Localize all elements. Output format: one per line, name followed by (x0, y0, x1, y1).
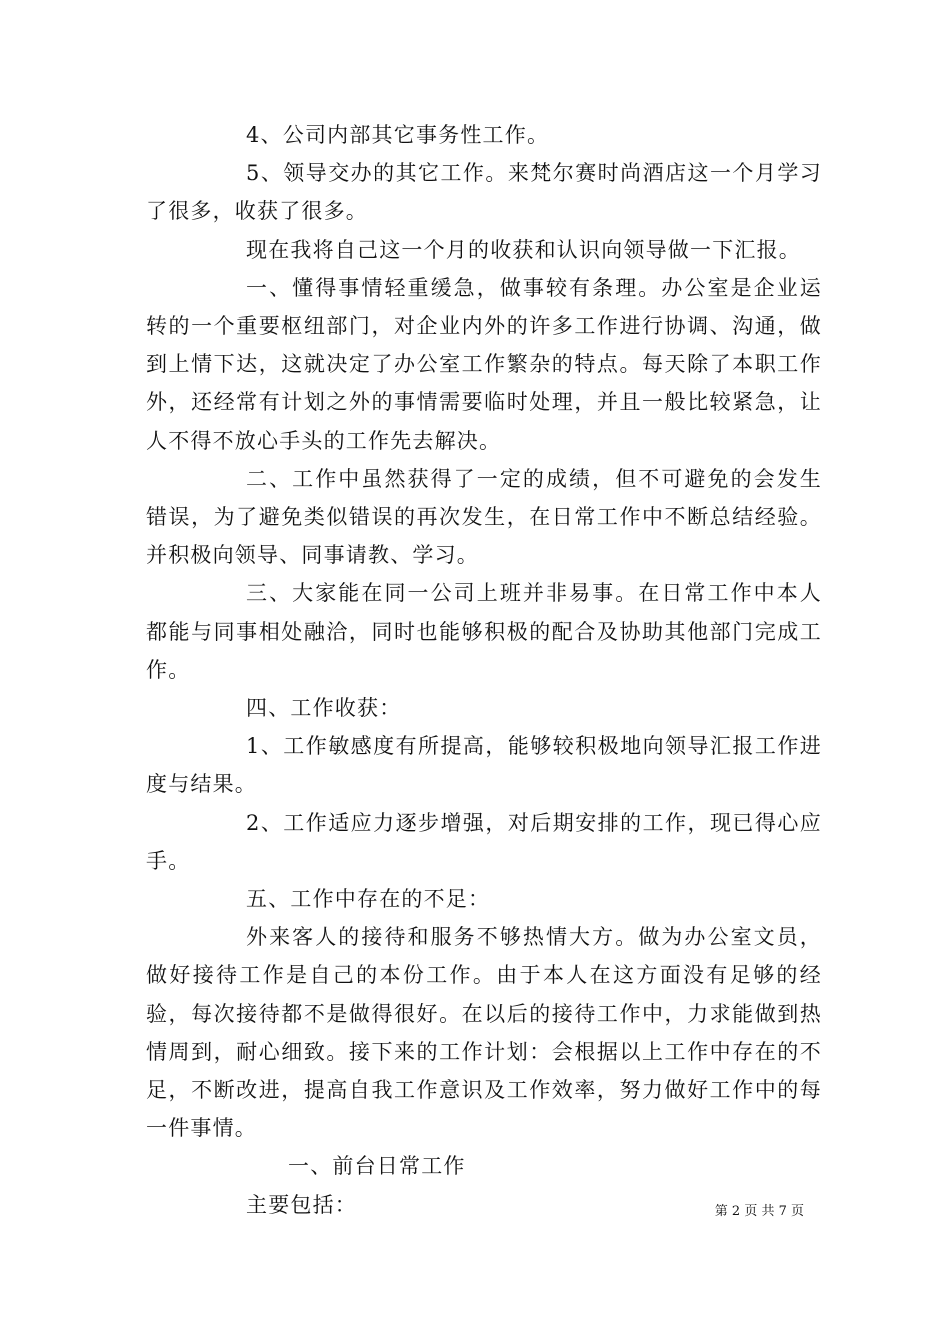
paragraph-section-1: 一、懂得事情轻重缓急，做事较有条理。办公室是企业运转的一个重要枢纽部门，对企业内外的许多工作进行协调、沟通，做到上情下达，这就决定了办公室工作繁杂的特点。每天除了本职工作外，还经常有计划之外的事情需要临时处理，并且一般比较紧急，让人不得不放心手头的工作先去解决。 (146, 275, 822, 453)
paragraph-gain-1: 1、工作敏感度有所提高，能够较积极地向领导汇报工作进度与结果。 (146, 734, 822, 797)
paragraph-item-4: 4、公司内部其它事务性工作。 (246, 123, 550, 147)
paragraph-section-2: 二、工作中虽然获得了一定的成绩，但不可避免的会发生错误，为了避免类似错误的再次发生，在日常工作中不断总结经验。并积极向领导、同事请教、学习。 (146, 466, 822, 568)
paragraph-section-3: 三、大家能在同一公司上班并非易事。在日常工作中本人都能与同事相处融洽，同时也能够积极的配合及协助其他部门完成工作。 (146, 581, 822, 682)
paragraph-gain-2: 2、工作适应力逐步增强，对后期安排的工作，现已得心应手。 (146, 810, 822, 873)
heading-front-desk: 一、前台日常工作 (288, 1154, 466, 1179)
document-body (146, 116, 822, 1224)
paragraph-main-includes: 主要包括： (246, 1192, 357, 1217)
paragraph-item-5: 5、领导交办的其它工作。来梵尔赛时尚酒店这一个月学习了很多，收获了很多。 (146, 161, 822, 224)
heading-work-gains: 四、工作收获： (246, 696, 402, 721)
heading-shortcomings: 五、工作中存在的不足： (246, 887, 491, 912)
paragraph-shortcomings: 外来客人的接待和服务不够热情大方。做为办公室文员，做好接待工作是自己的本份工作。由于本人在这方面没有足够的经验，每次接待都不是做得很好。在以后的接待工作中，力求能做到热情周到，耐心细致。接下来的工作计划：会根据以上工作中存在的不足，不断改进，提高自我工作意识及工作效率，努力做好工作中的每一件事情。 (146, 925, 822, 1141)
paragraph-report-intro: 现在我将自己这一个月的收获和认识向领导做一下汇报。 (246, 237, 801, 262)
page-indicator: 第 2 页 共 7 页 (714, 1204, 804, 1219)
